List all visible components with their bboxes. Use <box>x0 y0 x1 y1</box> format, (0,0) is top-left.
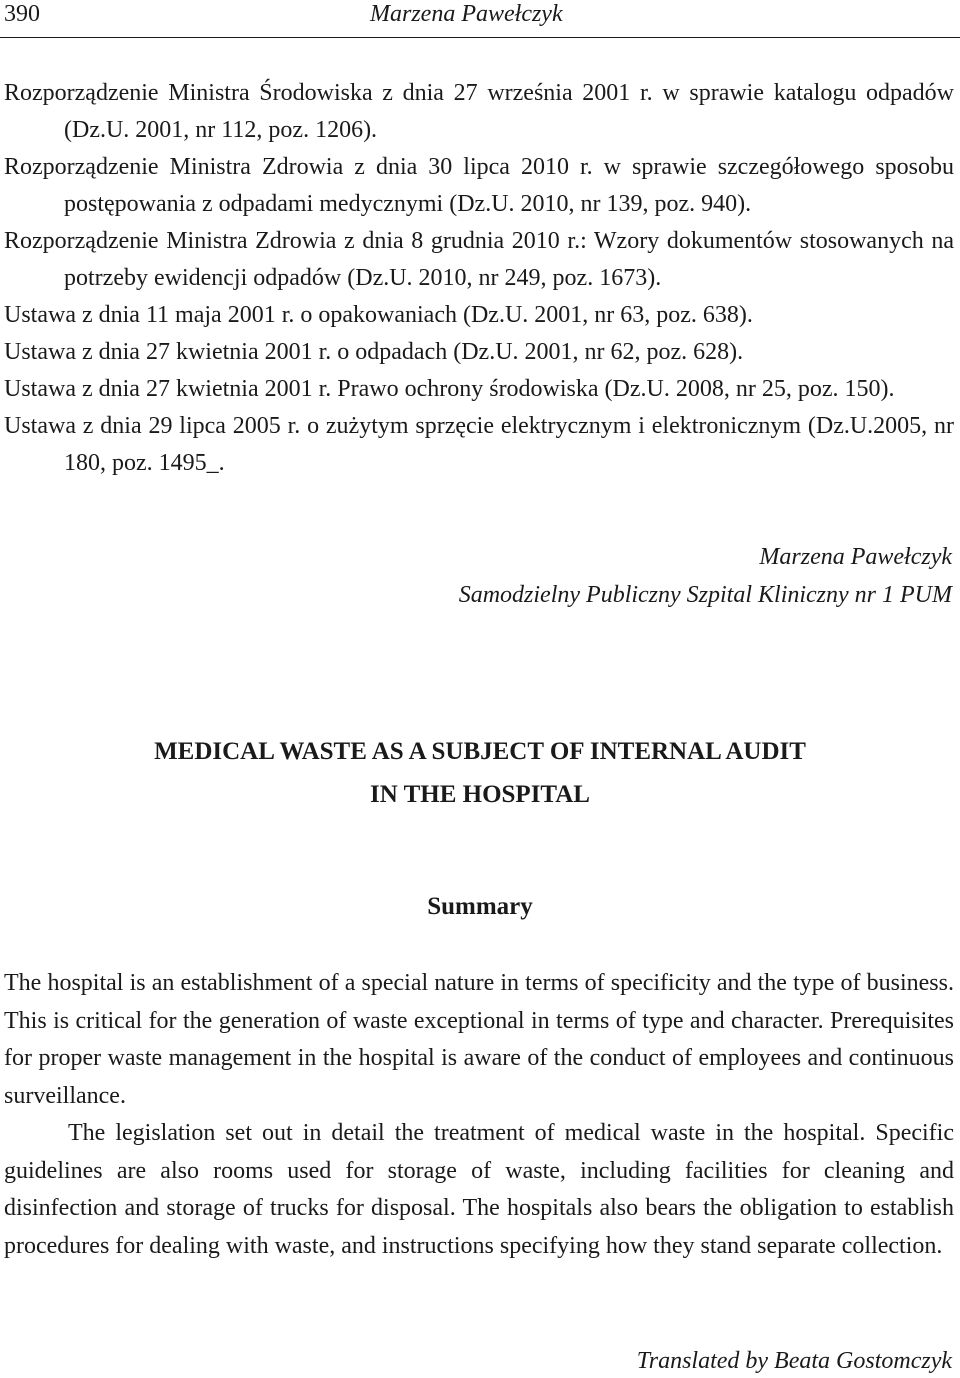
english-title-line2: IN THE HOSPITAL <box>370 781 590 808</box>
reference-item: Ustawa z dnia 27 kwietnia 2001 r. o odpadach (Dz.U. 2001, nr 62, poz. 628). <box>4 339 744 365</box>
reference-item: Rozporządzenie Ministra Zdrowia z dnia 30 lipca 2010 r. w sprawie szczegółowego sposobu postępowania z odpadami medycznymi (Dz.U. 2010, nr 139, poz. 940). <box>4 154 954 217</box>
signature-affiliation: Samodzielny Publiczny Szpital Kliniczny nr 1 PUM <box>458 582 952 608</box>
reference-item: Rozporządzenie Ministra Środowiska z dnia 27 września 2001 r. w sprawie katalogu odpadów (Dz.U. 2001, nr 112, poz. 1206). <box>4 80 954 143</box>
signature-author: Marzena Pawełczyk <box>759 544 952 570</box>
translator-credit: Translated by Beata Gostomczyk <box>636 1348 952 1374</box>
english-title <box>0 730 960 816</box>
reference-item: Ustawa z dnia 27 kwietnia 2001 r. Prawo ochrony środowiska (Dz.U. 2008, nr 25, poz. 150). <box>4 376 895 402</box>
author-signature <box>459 538 952 614</box>
header-rule <box>0 37 960 38</box>
summary-paragraph: The hospital is an establishment of a special nature in terms of specificity and the type of business. This is critical for the generation of waste exceptional in terms of type and character. Prerequisites for proper waste management in the hospital is aware of the conduct of employees and continuous surveillance. <box>4 970 954 1109</box>
reference-list <box>4 75 954 482</box>
summary-body <box>4 965 954 1265</box>
reference-item: Ustawa z dnia 29 lipca 2005 r. o zużytym sprzęcie elektrycznym i elektronicznym (Dz.U.2005, nr 180, poz. 1495_. <box>4 413 954 476</box>
page-header <box>0 0 960 40</box>
running-head-author: Marzena Pawełczyk <box>370 1 563 27</box>
page-number: 390 <box>4 1 40 27</box>
reference-item: Ustawa z dnia 11 maja 2001 r. o opakowaniach (Dz.U. 2001, nr 63, poz. 638). <box>4 302 753 328</box>
summary-heading: Summary <box>427 893 533 920</box>
summary-paragraph: The legislation set out in detail the treatment of medical waste in the hospital. Specific guidelines are also rooms used for storage of waste, including facilities for cleaning and disinfection and storage of trucks for disposal. The hospitals also bears the obligation to establish procedures for dealing with waste, and instructions specifying how they stand separate collection. <box>4 1120 954 1259</box>
reference-item: Rozporządzenie Ministra Zdrowia z dnia 8 grudnia 2010 r.: Wzory dokumentów stosowanych na potrzeby ewidencji odpadów (Dz.U. 2010, nr 249, poz. 1673). <box>4 228 954 291</box>
english-title-line1: MEDICAL WASTE AS A SUBJECT OF INTERNAL AUDIT <box>154 738 806 765</box>
